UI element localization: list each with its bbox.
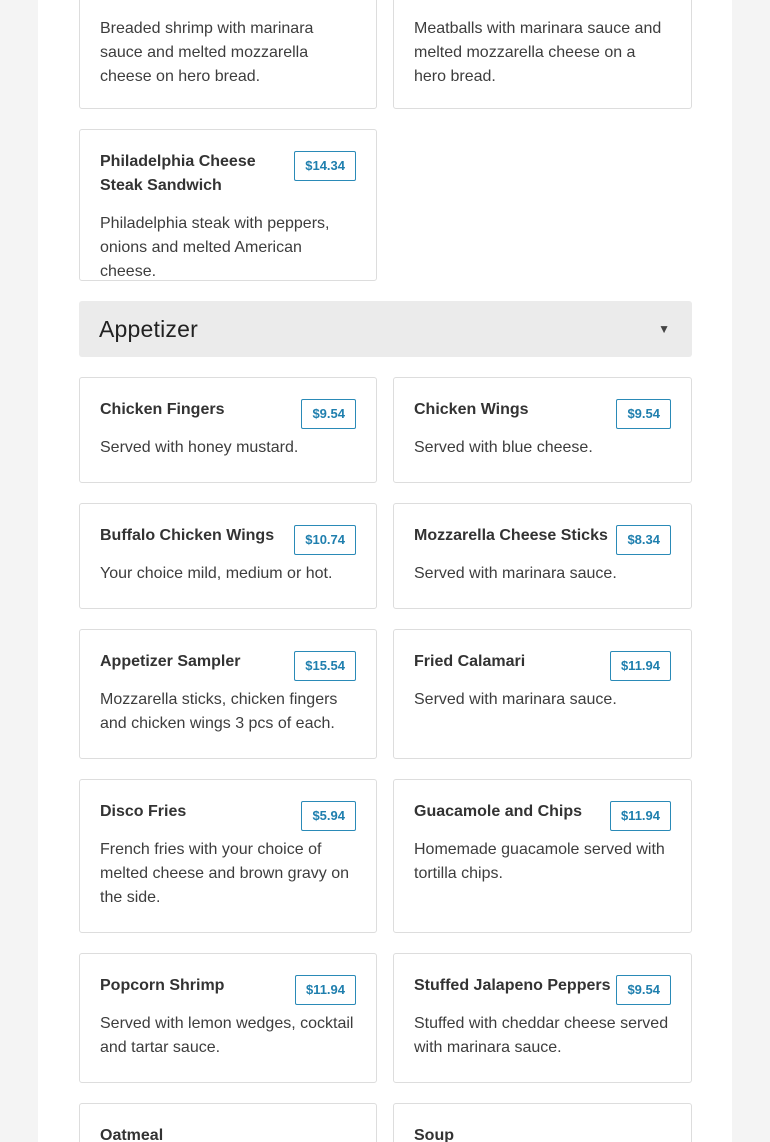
price-badge[interactable]: $15.54	[294, 651, 356, 681]
item-name: Chicken Fingers	[100, 401, 225, 418]
price-badge[interactable]: $5.94	[301, 801, 356, 831]
category-title: Appetizer	[99, 316, 198, 342]
item-description: Breaded shrimp with marinara sauce and melted mozzarella cheese on hero bread.	[100, 20, 314, 85]
menu-item-card[interactable]	[79, 629, 377, 759]
item-description: Homemade guacamole served with tortilla chips.	[414, 841, 665, 882]
menu-item-card[interactable]	[393, 0, 692, 109]
price-badge[interactable]: $11.94	[295, 975, 356, 1005]
item-name: Mozzarella Cheese Sticks	[414, 527, 608, 544]
menu-item-card[interactable]	[393, 377, 692, 483]
menu-item-card[interactable]	[393, 953, 692, 1083]
item-description: Stuffed with cheddar cheese served with marinara sauce.	[414, 1015, 669, 1056]
item-description: Your choice mild, medium or hot.	[100, 565, 333, 582]
price-badge[interactable]: $9.54	[301, 399, 356, 429]
item-name: Guacamole and Chips	[414, 803, 583, 820]
menu-item-card[interactable]	[393, 629, 692, 759]
item-description: Served with marinara sauce.	[414, 565, 617, 582]
item-name: Popcorn Shrimp	[100, 977, 225, 994]
item-name: Appetizer Sampler	[100, 653, 241, 670]
menu-item-card[interactable]	[393, 503, 692, 609]
item-description: Philadelphia steak with peppers, onions and melted American cheese.	[100, 215, 330, 280]
item-name: Disco Fries	[100, 803, 187, 820]
item-name: Stuffed Jalapeno Peppers	[414, 977, 611, 994]
menu-item-card[interactable]	[79, 0, 377, 109]
menu-item-card[interactable]	[393, 779, 692, 933]
caret-down-icon[interactable]: ▼	[658, 322, 670, 336]
menu-item-card[interactable]	[79, 503, 377, 609]
menu-item-card[interactable]	[79, 953, 377, 1083]
menu-item-card[interactable]	[79, 129, 377, 281]
price-badge[interactable]: $9.54	[616, 975, 671, 1005]
menu-item-card[interactable]	[79, 377, 377, 483]
price-badge[interactable]: $10.74	[294, 525, 356, 555]
item-name: Fried Calamari	[414, 653, 526, 670]
price-badge[interactable]: $14.34	[294, 151, 356, 181]
item-description: French fries with your choice of melted cheese and brown gravy on the side.	[100, 841, 350, 906]
item-description: Served with blue cheese.	[414, 439, 593, 456]
menu-page	[38, 0, 732, 1142]
category-header-appetizer[interactable]	[79, 301, 692, 357]
menu-item-card[interactable]	[79, 1103, 377, 1142]
item-description: Served with marinara sauce.	[414, 691, 617, 708]
item-description: Meatballs with marinara sauce and melted mozzarella cheese on a hero bread.	[414, 20, 662, 85]
price-badge[interactable]: $8.34	[616, 525, 671, 555]
price-badge[interactable]: $9.54	[616, 399, 671, 429]
item-name: Buffalo Chicken Wings	[100, 527, 275, 544]
price-badge[interactable]: $11.94	[610, 801, 671, 831]
price-badge[interactable]: $11.94	[610, 651, 671, 681]
item-description: Served with lemon wedges, cocktail and tartar sauce.	[100, 1015, 354, 1056]
item-name: Soup	[414, 1127, 454, 1142]
item-name: Philadelphia Cheese Steak Sandwich	[100, 153, 256, 194]
item-description: Mozzarella sticks, chicken fingers and chicken wings 3 pcs of each.	[100, 691, 338, 732]
menu-item-card[interactable]	[79, 779, 377, 933]
item-name: Chicken Wings	[414, 401, 529, 418]
menu-item-card[interactable]	[393, 1103, 692, 1142]
item-description: Served with honey mustard.	[100, 439, 299, 456]
item-name: Oatmeal	[100, 1127, 164, 1142]
